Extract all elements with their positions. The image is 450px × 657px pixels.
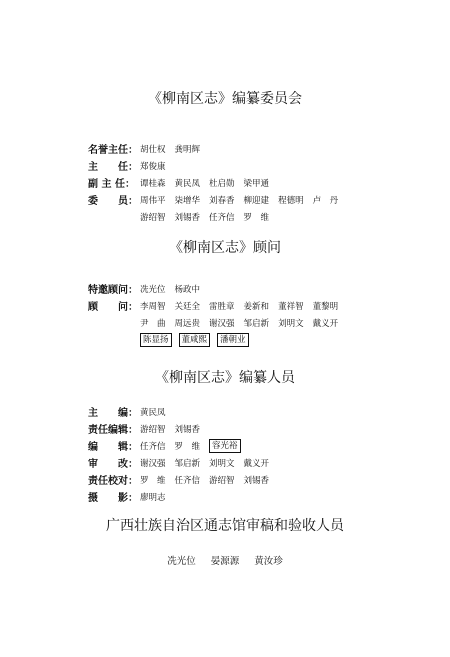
- name-list: [140, 491, 175, 503]
- advisor-row-boxed: [88, 331, 388, 348]
- person-name: 任齐信: [209, 212, 235, 223]
- person-name: 谢汉强: [140, 458, 166, 469]
- editors-list: [88, 403, 388, 505]
- chief-editor-row: [88, 403, 388, 420]
- name-list: [140, 317, 347, 329]
- name-list: [140, 440, 209, 452]
- person-name: 刘春香: [209, 195, 235, 206]
- person-name: 姜新和: [243, 301, 270, 312]
- person-name: 冼光位: [167, 556, 196, 567]
- person-name: 任齐信: [140, 441, 166, 452]
- person-name: 关廷全: [174, 301, 201, 312]
- name-list: [140, 143, 209, 155]
- person-name: 刘明文: [209, 458, 235, 469]
- row-label: 责任编辑：: [88, 425, 138, 436]
- person-name: 杜启勋: [209, 178, 235, 189]
- name-list: [140, 194, 347, 206]
- advisors-title: 《柳南区志》顾问: [169, 240, 281, 256]
- person-name: 尹 曲: [140, 318, 166, 329]
- person-name: 刘锡香: [174, 424, 201, 435]
- row-label: 顾 问：: [88, 302, 138, 313]
- name-list: [140, 160, 175, 172]
- review-names: [0, 553, 450, 567]
- person-name: 晏源源: [210, 556, 240, 567]
- editor-row: [88, 437, 388, 454]
- row-label: 责任校对：: [88, 476, 138, 487]
- person-name: 杨政中: [174, 284, 201, 295]
- deputy-director-row: [88, 174, 388, 191]
- person-name: 龚明辉: [174, 144, 201, 155]
- advisors-list: [88, 280, 388, 348]
- person-name: 戴义开: [243, 458, 270, 469]
- person-name: 梁甲通: [243, 178, 270, 189]
- row-label: 特邀顾问：: [88, 285, 138, 296]
- boxed-name-list: [140, 333, 256, 347]
- members-row: [88, 191, 388, 208]
- review-title: 广西壮族自治区通志馆审稿和验收人员: [106, 518, 344, 534]
- person-name: 周远贵: [174, 318, 201, 329]
- person-name: 董祥智: [278, 301, 304, 312]
- photographer-row: [88, 488, 388, 505]
- person-name: 游绍智: [209, 475, 235, 486]
- person-name: 周伟平: [140, 195, 166, 206]
- reviser-row: [88, 454, 388, 471]
- members-row-continued: [88, 208, 388, 225]
- person-name: 戴义开: [312, 318, 339, 329]
- row-label: 主 任：: [88, 162, 138, 173]
- person-name: 刘明文: [278, 318, 304, 329]
- committee-list: [88, 140, 388, 225]
- person-name: 游绍智: [140, 424, 166, 435]
- person-name: 卢 丹: [312, 195, 339, 206]
- person-name: 柒增华: [174, 195, 201, 206]
- name-list: [140, 423, 209, 435]
- row-label: 副 主 任：: [88, 179, 135, 190]
- person-name: 黄民凤: [140, 407, 166, 418]
- name-list: [140, 300, 347, 312]
- person-name: 刘锡香: [243, 475, 270, 486]
- person-name: 雷胜章: [209, 301, 235, 312]
- boxed-person-name: 陈显扬: [140, 333, 172, 347]
- person-name: 李周智: [140, 301, 166, 312]
- row-label: 编 辑：: [88, 442, 138, 453]
- boxed-person-name: 董咸熙: [179, 333, 211, 347]
- special-advisor-row: [88, 280, 388, 297]
- person-name: 柳迎建: [243, 195, 270, 206]
- person-name: 谢汉强: [209, 318, 235, 329]
- person-name: 董黎明: [312, 301, 339, 312]
- person-name: 任齐信: [174, 475, 201, 486]
- person-name: 郑俊康: [140, 161, 166, 172]
- person-name: 罗 维: [140, 475, 166, 486]
- row-label: 摄 影：: [88, 493, 138, 504]
- advisor-row: [88, 297, 388, 314]
- person-name: 邹启新: [174, 458, 201, 469]
- name-list: [140, 283, 209, 295]
- person-name: 冼光位: [140, 284, 166, 295]
- row-label: 审 改：: [88, 459, 138, 470]
- boxed-person-name: 潘朝业: [217, 333, 249, 347]
- editors-title: 《柳南区志》编纂人员: [155, 370, 295, 386]
- person-name: 谭桂森: [140, 178, 166, 189]
- name-list: [140, 457, 278, 469]
- name-list: [140, 406, 175, 418]
- honorary-director-row: [88, 140, 388, 157]
- row-label: 名誉主任：: [88, 145, 138, 156]
- row-label: 主 编：: [88, 408, 138, 419]
- advisor-row-continued: [88, 314, 388, 331]
- proofreader-row: [88, 471, 388, 488]
- name-list: [140, 474, 278, 486]
- boxed-name-list: [209, 439, 248, 453]
- boxed-person-name: 容光裕: [209, 439, 241, 453]
- person-name: 罗 维: [243, 212, 270, 223]
- row-label: 委 员：: [88, 196, 138, 207]
- person-name: 罗 维: [174, 441, 201, 452]
- person-name: 邹启新: [243, 318, 270, 329]
- person-name: 黄汝珍: [254, 556, 283, 567]
- director-row: [88, 157, 388, 174]
- person-name: 刘锡香: [174, 212, 201, 223]
- person-name: 胡仕权: [140, 144, 166, 155]
- responsible-editor-row: [88, 420, 388, 437]
- committee-title: 《柳南区志》编纂委员会: [148, 91, 302, 107]
- person-name: 廖明志: [140, 492, 166, 503]
- name-list: [140, 177, 278, 189]
- person-name: 程德明: [278, 195, 304, 206]
- person-name: 黄民凤: [174, 178, 201, 189]
- person-name: 游绍智: [140, 212, 166, 223]
- name-list: [140, 211, 278, 223]
